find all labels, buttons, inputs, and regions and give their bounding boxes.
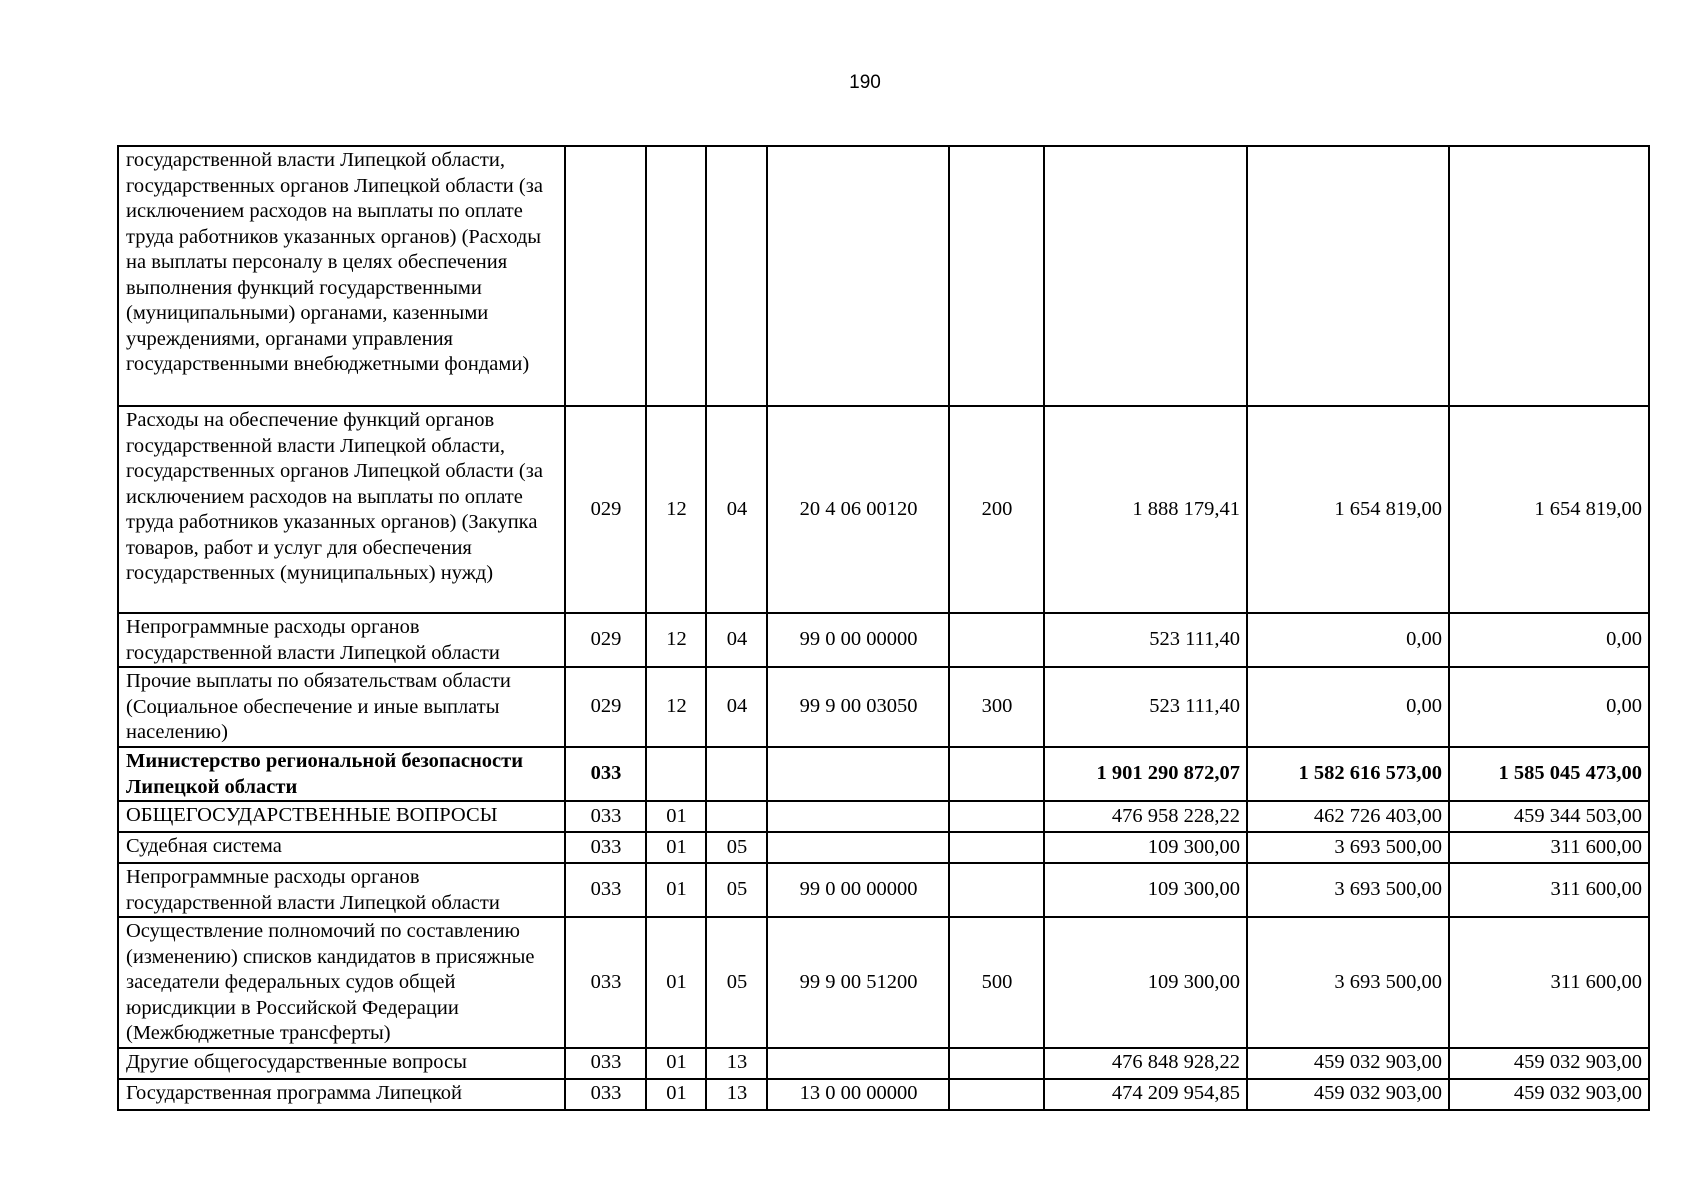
table-row: [118, 863, 1649, 917]
cell-amount-year2: 3 693 500,00: [1247, 863, 1449, 917]
cell-rz-code: 01: [646, 801, 706, 832]
cell-amount-year3: 0,00: [1449, 667, 1649, 747]
cell-amount-year3: 1 585 045 473,00: [1449, 747, 1649, 801]
cell-amount-year2: 459 032 903,00: [1247, 1048, 1449, 1079]
cell-amount-year1: 523 111,40: [1044, 613, 1247, 667]
table-row: [118, 917, 1649, 1048]
cell-amount-year3: 459 032 903,00: [1449, 1079, 1649, 1110]
cell-pr-code: [706, 747, 767, 801]
table-row: [118, 667, 1649, 747]
cell-name: Непрограммные расходы органов государственной власти Липецкой области: [118, 863, 565, 917]
cell-name: Непрограммные расходы органов государственной власти Липецкой области: [118, 613, 565, 667]
cell-rz-code: 12: [646, 613, 706, 667]
cell-name: Судебная система: [118, 832, 565, 863]
cell-gr-code: 033: [565, 917, 646, 1048]
cell-csr-code: [767, 801, 949, 832]
table-row: [118, 747, 1649, 801]
cell-pr-code: 05: [706, 832, 767, 863]
cell-amount-year2: 0,00: [1247, 613, 1449, 667]
cell-csr-code: 99 9 00 51200: [767, 917, 949, 1048]
cell-name: Государственная программа Липецкой: [118, 1079, 565, 1110]
cell-rz-code: 01: [646, 1079, 706, 1110]
cell-vr-code: [949, 801, 1044, 832]
cell-amount-year1: 474 209 954,85: [1044, 1079, 1247, 1110]
table-row: [118, 613, 1649, 667]
cell-vr-code: [949, 863, 1044, 917]
cell-amount-year1: 1 901 290 872,07: [1044, 747, 1247, 801]
cell-rz-code: 01: [646, 1048, 706, 1079]
cell-pr-code: 04: [706, 667, 767, 747]
cell-gr-code: 033: [565, 1079, 646, 1110]
cell-amount-year1: 109 300,00: [1044, 863, 1247, 917]
cell-name: Осуществление полномочий по составлению (изменению) списков кандидатов в присяжные заседатели федеральных судов общей юрисдикции в Российской Федерации (Межбюджетные трансферты): [118, 917, 565, 1048]
cell-name: Прочие выплаты по обязательствам области (Социальное обеспечение и иные выплаты населению): [118, 667, 565, 747]
cell-amount-year2: 3 693 500,00: [1247, 917, 1449, 1048]
cell-name: государственной власти Липецкой области, государственных органов Липецкой области (за исключением расходов на выплаты по оплате труда работников указанных органов) (Расходы на выплаты персоналу в целях обеспечения выполнения функций государственными (муниципальными) органами, казенными учреждениями, органами управления государственными внебюджетными фондами): [118, 146, 565, 406]
cell-amount-year1: 109 300,00: [1044, 832, 1247, 863]
cell-csr-code: 99 0 00 00000: [767, 613, 949, 667]
cell-amount-year1: 476 958 228,22: [1044, 801, 1247, 832]
budget-table: [117, 145, 1650, 1111]
cell-amount-year1: 1 888 179,41: [1044, 406, 1247, 613]
cell-pr-code: 13: [706, 1079, 767, 1110]
cell-vr-code: [949, 1079, 1044, 1110]
cell-amount-year2: 0,00: [1247, 667, 1449, 747]
cell-rz-code: 01: [646, 863, 706, 917]
cell-name: ОБЩЕГОСУДАРСТВЕННЫЕ ВОПРОСЫ: [118, 801, 565, 832]
cell-amount-year3: 459 344 503,00: [1449, 801, 1649, 832]
cell-vr-code: [949, 1048, 1044, 1079]
cell-csr-code: 99 9 00 03050: [767, 667, 949, 747]
cell-amount-year3: [1449, 146, 1649, 406]
table-row: [118, 832, 1649, 863]
cell-amount-year2: 462 726 403,00: [1247, 801, 1449, 832]
cell-amount-year2: 1 582 616 573,00: [1247, 747, 1449, 801]
cell-rz-code: 12: [646, 406, 706, 613]
cell-amount-year1: 476 848 928,22: [1044, 1048, 1247, 1079]
cell-name: Другие общегосударственные вопросы: [118, 1048, 565, 1079]
cell-pr-code: 05: [706, 917, 767, 1048]
cell-gr-code: 029: [565, 613, 646, 667]
cell-gr-code: 029: [565, 667, 646, 747]
cell-rz-code: [646, 747, 706, 801]
cell-csr-code: [767, 832, 949, 863]
cell-amount-year3: 459 032 903,00: [1449, 1048, 1649, 1079]
cell-amount-year2: 459 032 903,00: [1247, 1079, 1449, 1110]
cell-vr-code: [949, 613, 1044, 667]
cell-amount-year1: [1044, 146, 1247, 406]
cell-amount-year1: 523 111,40: [1044, 667, 1247, 747]
cell-pr-code: 13: [706, 1048, 767, 1079]
cell-vr-code: 500: [949, 917, 1044, 1048]
cell-gr-code: 033: [565, 832, 646, 863]
cell-pr-code: 04: [706, 613, 767, 667]
cell-csr-code: [767, 1048, 949, 1079]
table-row: [118, 1048, 1649, 1079]
cell-rz-code: 01: [646, 917, 706, 1048]
cell-amount-year2: 1 654 819,00: [1247, 406, 1449, 613]
cell-csr-code: [767, 146, 949, 406]
cell-vr-code: [949, 146, 1044, 406]
cell-csr-code: [767, 747, 949, 801]
cell-amount-year3: 311 600,00: [1449, 863, 1649, 917]
cell-vr-code: [949, 747, 1044, 801]
page-number: 190: [849, 72, 881, 93]
cell-amount-year3: 0,00: [1449, 613, 1649, 667]
table-row: [118, 146, 1649, 406]
table-row: [118, 801, 1649, 832]
cell-amount-year2: 3 693 500,00: [1247, 832, 1449, 863]
cell-vr-code: [949, 832, 1044, 863]
cell-gr-code: [565, 146, 646, 406]
cell-vr-code: 200: [949, 406, 1044, 613]
table-row: [118, 406, 1649, 613]
cell-name: Расходы на обеспечение функций органов государственной власти Липецкой области, государственных органов Липецкой области (за исключением расходов на выплаты по оплате труда работников указанных органов) (Закупка товаров, работ и услуг для обеспечения государственных (муниципальных) нужд): [118, 406, 565, 613]
cell-gr-code: 033: [565, 863, 646, 917]
cell-pr-code: [706, 146, 767, 406]
cell-amount-year3: 311 600,00: [1449, 832, 1649, 863]
cell-amount-year1: 109 300,00: [1044, 917, 1247, 1048]
cell-rz-code: 01: [646, 832, 706, 863]
cell-pr-code: 04: [706, 406, 767, 613]
cell-gr-code: 033: [565, 747, 646, 801]
cell-gr-code: 033: [565, 801, 646, 832]
cell-amount-year2: [1247, 146, 1449, 406]
cell-gr-code: 029: [565, 406, 646, 613]
cell-gr-code: 033: [565, 1048, 646, 1079]
budget-table-body: [118, 146, 1649, 1110]
cell-csr-code: 20 4 06 00120: [767, 406, 949, 613]
cell-csr-code: 13 0 00 00000: [767, 1079, 949, 1110]
cell-rz-code: [646, 146, 706, 406]
cell-amount-year3: 1 654 819,00: [1449, 406, 1649, 613]
cell-vr-code: 300: [949, 667, 1044, 747]
cell-amount-year3: 311 600,00: [1449, 917, 1649, 1048]
cell-rz-code: 12: [646, 667, 706, 747]
cell-pr-code: 05: [706, 863, 767, 917]
cell-csr-code: 99 0 00 00000: [767, 863, 949, 917]
table-row: [118, 1079, 1649, 1110]
cell-name: Министерство региональной безопасности Липецкой области: [118, 747, 565, 801]
cell-pr-code: [706, 801, 767, 832]
